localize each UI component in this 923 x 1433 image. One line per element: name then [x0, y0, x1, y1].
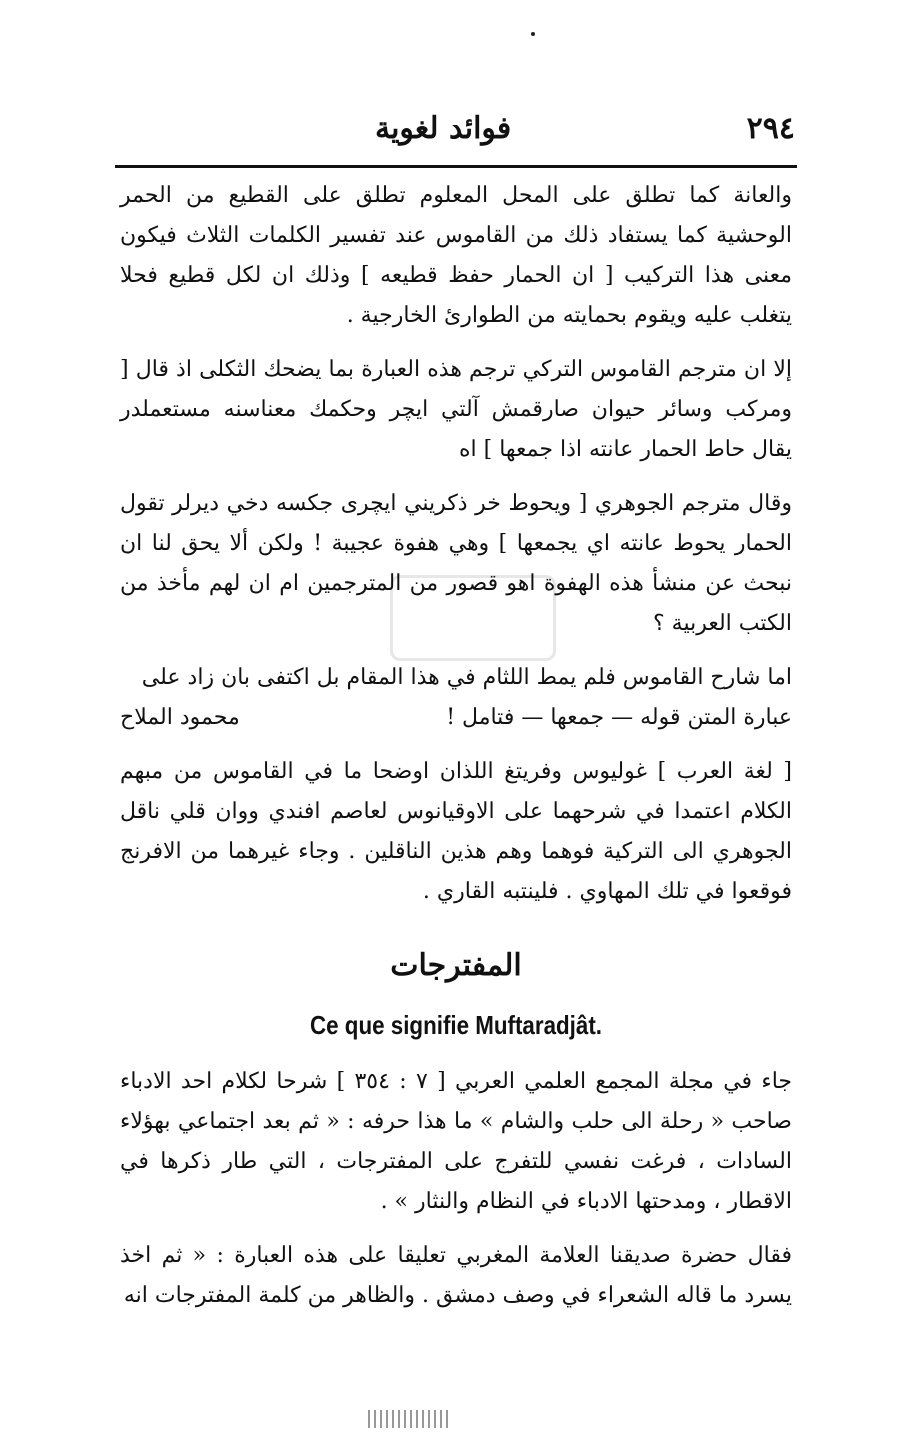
editor-note: [ لغة العرب ] غوليوس وفريتغ اللذان اوضحا ما في القاموس من مبهم الكلام اعتمدا في شرحهما على الاوقيانوس لعاصم افندي ووان قلي ناقل الجوهري الى التركية فوهما وهم هذين الناقلين . وجاء غيرهما من الافرنج فوقعوا في تلك المهاوي . فلينتبه القاري . [120, 759, 792, 904]
paragraph: اما شارح القاموس فلم يمط اللثام في هذا المقام بل اكتفى بان زاد على [141, 665, 792, 690]
article-body [120, 176, 792, 912]
section-title: المفترجات [390, 948, 522, 983]
paragraph: فقال حضرة صديقنا العلامة المغربي تعليقا على هذه العبارة : « ثم اخذ يسرد ما قاله الشعراء في وصف دمشق . والظاهر من كلمة المفترجات انه [120, 1243, 792, 1308]
section-body [120, 1062, 792, 1316]
bottom-stamp-mark [368, 1410, 448, 1428]
page-header [115, 104, 795, 152]
running-title: فوائد لغوية [375, 110, 512, 146]
ink-dot [531, 32, 535, 36]
page-number: ٢٩٤ [746, 110, 795, 146]
closing-line [120, 698, 792, 738]
author-signature: محمود الملاح [120, 705, 240, 730]
section-subtitle: Ce que signifie Muftaradjât. [310, 1010, 602, 1040]
closing-text: عبارة المتن قوله — جمعها — فتامل ! [446, 705, 792, 730]
paragraph: جاء في مجلة المجمع العلمي العربي [ ٧ : ٣٥٤ ] شرحا لكلام احد الادباء صاحب « رحلة الى حلب والشام » ما هذا حرفه : « ثم بعد اجتماعي بهؤلاء السادات ، فرغت نفسي للتفرج على المفترجات ، التي طار ذكرها في الاقطار ، ومدحتها الادباء في النظام والنثار » . [120, 1069, 793, 1214]
header-rule [115, 165, 797, 168]
paragraph: وقال مترجم الجوهري [ ويحوط خر ذكريني ايچرى جكسه دخي ديرلر تقول الحمار يحوط عانته اي يجمعها ] وهي هفوة عجيبة ! ولكن ألا يحق لنا ان نبحث عن منشأ هذه الهفوة اهو قصور من المترجمين ام ان لهم مأخذ من الكتب العربية ؟ [120, 491, 792, 636]
paragraph: إلا ان مترجم القاموس التركي ترجم هذه العبارة بما يضحك الثكلى اذ قال [ ومركب وسائر حيوان صارقمش آلتي ايچر وحكمك معناسنه مستعملدر يقال حاط الحمار عانته اذا جمعها ] اه [120, 357, 792, 462]
paragraph: والعانة كما تطلق على المحل المعلوم تطلق على القطيع من الحمر الوحشية كما يستفاد ذلك من القاموس عند تفسير الكلمات الثلاث فيكون معنى هذا التركيب [ ان الحمار حفظ قطيعه ] وذلك ان لكل قطيع فحلا يتغلب عليه ويقوم بحمايته من الطوارئ الخارجية . [120, 183, 792, 328]
